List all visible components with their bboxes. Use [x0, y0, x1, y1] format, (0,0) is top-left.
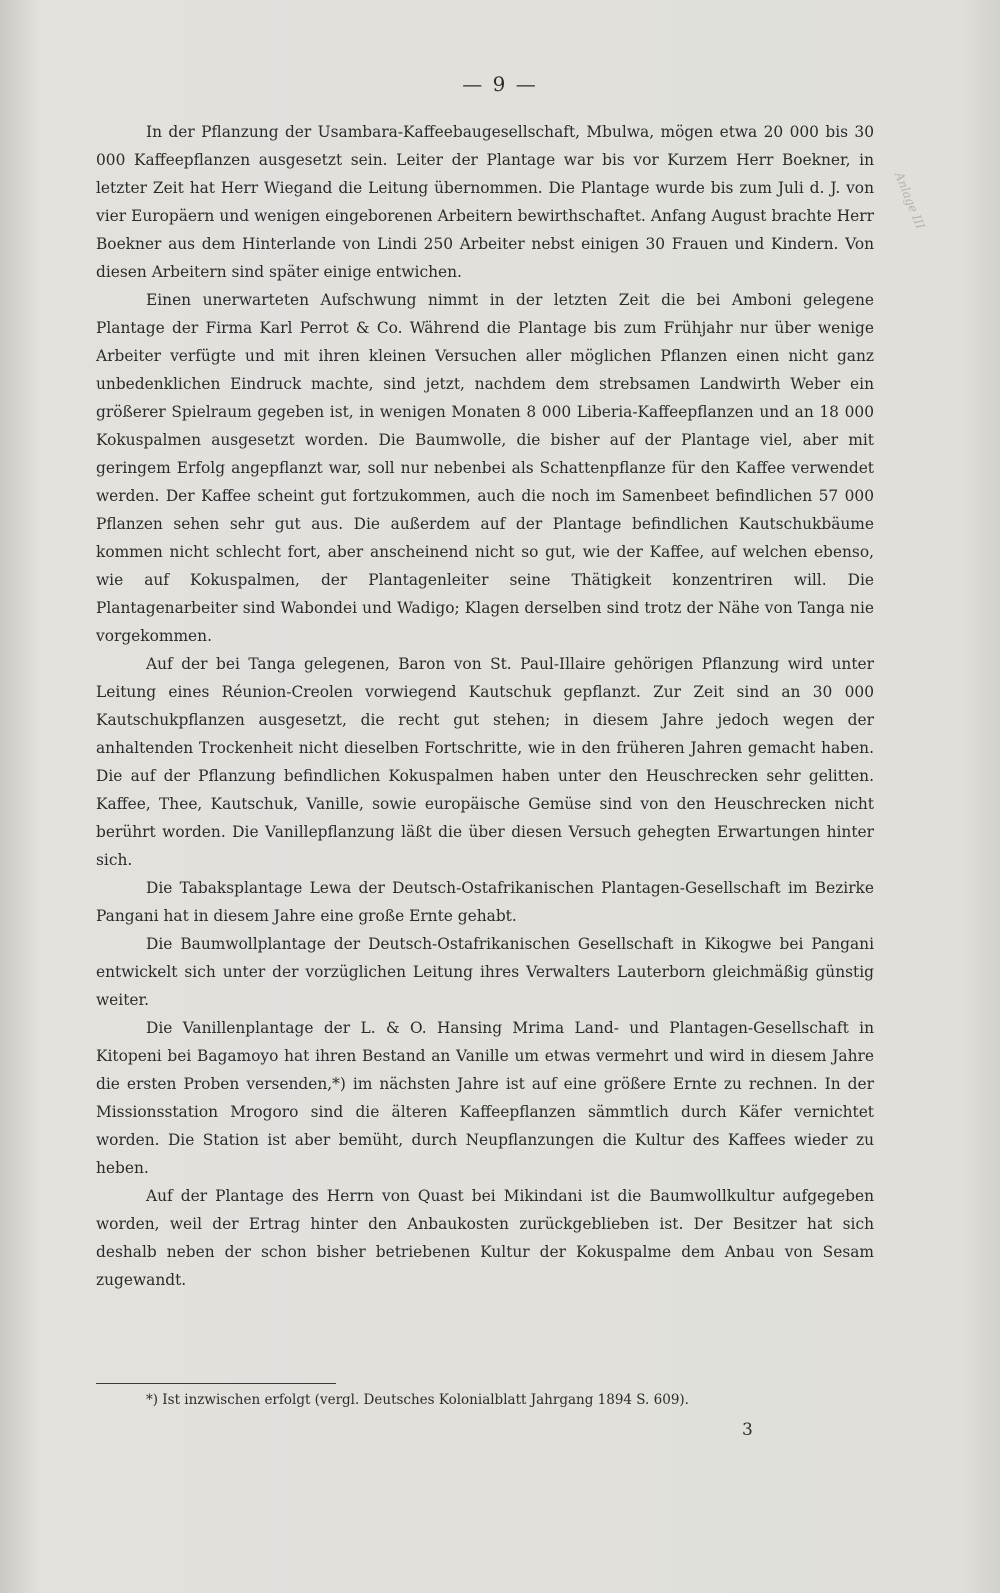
body-text: [96, 118, 874, 1294]
paragraph: Die Tabaksplantage Lewa der Deutsch-Ostafrikanischen Plantagen-Gesellschaft im Bezirke Pangani hat in diesem Jahre eine große Ernte gehabt.: [96, 879, 874, 925]
paragraph: Auf der bei Tanga gelegenen, Baron von St. Paul-Illaire gehörigen Pflanzung wird unter Leitung eines Réunion-Creolen vorwiegend Kautschuk gepflanzt. Zur Zeit sind an 30 000 Kautschukpflanzen ausgesetzt, die recht gut stehen; in diesem Jahre jedoch wegen der anhaltenden Trockenheit nicht dieselben Fortschritte, wie in den früheren Jahren gemacht haben. Die auf der Pflanzung befindlichen Kokuspalmen haben unter den Heuschrecken sehr gelitten. Kaffee, Thee, Kautschuk, Vanille, sowie europäische Gemüse sind von den Heuschrecken nicht berührt worden. Die Vanillepflanzung läßt die über diesen Versuch gehegten Erwartungen hinter sich.: [96, 655, 874, 869]
side-margin-mark: Anlage III: [892, 170, 928, 232]
signature-mark: 3: [742, 1420, 753, 1440]
paragraph: Die Vanillenplantage der L. & O. Hansing Mrima Land- und Plantagen-Gesellschaft in Kitopeni bei Bagamoyo hat ihren Bestand an Vanille um etwas vermehrt und wird in diesem Jahre die ersten Proben versenden,*) im nächsten Jahre ist auf eine größere Ernte zu rechnen. In der Missionsstation Mrogoro sind die älteren Kaffeepflanzen sämmtlich durch Käfer vernichtet worden. Die Station ist aber bemüht, durch Neupflanzungen die Kultur des Kaffees wieder zu heben.: [96, 1019, 874, 1177]
paragraph: In der Pflanzung der Usambara-Kaffeebaugesellschaft, Mbulwa, mögen etwa 20 000 bis 30 000 Kaffeepflanzen ausgesetzt sein. Leiter der Plantage war bis vor Kurzem Herr Boekner, in letzter Zeit hat Herr Wiegand die Leitung übernommen. Die Plantage wurde bis zum Juli d. J. von vier Europäern und wenigen eingeborenen Arbeitern bewirthschaftet. Anfang August brachte Herr Boekner aus dem Hinterlande von Lindi 250 Arbeiter nebst einigen 30 Frauen und Kindern. Von diesen Arbeitern sind später einige entwichen.: [96, 123, 874, 281]
paragraph: Einen unerwarteten Aufschwung nimmt in der letzten Zeit die bei Amboni gelegene Plantage der Firma Karl Perrot & Co. Während die Plantage bis zum Frühjahr nur über wenige Arbeiter verfügte und mit ihren kleinen Versuchen aller möglichen Pflanzen einen nicht ganz unbedenklichen Eindruck machte, sind jetzt, nachdem dem strebsamen Landwirth Weber ein größerer Spielraum gegeben ist, in wenigen Monaten 8 000 Liberia-Kaffeepflanzen und an 18 000 Kokuspalmen ausgesetzt worden. Die Baumwolle, die bisher auf der Plantage viel, aber mit geringem Erfolg angepflanzt war, soll nur nebenbei als Schattenpflanze für den Kaffee verwendet werden. Der Kaffee scheint gut fortzukommen, auch die noch im Samenbeet befindlichen 57 000 Pflanzen sehen sehr gut aus. Die außerdem auf der Plantage befindlichen Kautschukbäume kommen nicht schlecht fort, aber anscheinend nicht so gut, wie der Kaffee, auf welchen ebenso, wie auf Kokuspalmen, der Plantagenleiter seine Thätigkeit konzentriren will. Die Plantagenarbeiter sind Wabondei und Wadigo; Klagen derselben sind trotz der Nähe von Tanga nie vorgekommen.: [96, 291, 874, 645]
paragraph: Auf der Plantage des Herrn von Quast bei Mikindani ist die Baumwollkultur aufgegeben worden, weil der Ertrag hinter den Anbaukosten zurückgeblieben ist. Der Besitzer hat sich deshalb neben der schon bisher betriebenen Kultur der Kokuspalme dem Anbau von Sesam zugewandt.: [96, 1187, 874, 1289]
paragraph: Die Baumwollplantage der Deutsch-Ostafrikanischen Gesellschaft in Kikogwe bei Pangani entwickelt sich unter der vorzüglichen Leitung ihres Verwalters Lauterborn gleichmäßig günstig weiter.: [96, 935, 874, 1009]
footnote-divider: [96, 1383, 336, 1384]
page-number: — 9 —: [462, 72, 538, 96]
footnote: *) Ist inzwischen erfolgt (vergl. Deutsches Kolonialblatt Jahrgang 1894 S. 609).: [146, 1392, 689, 1408]
